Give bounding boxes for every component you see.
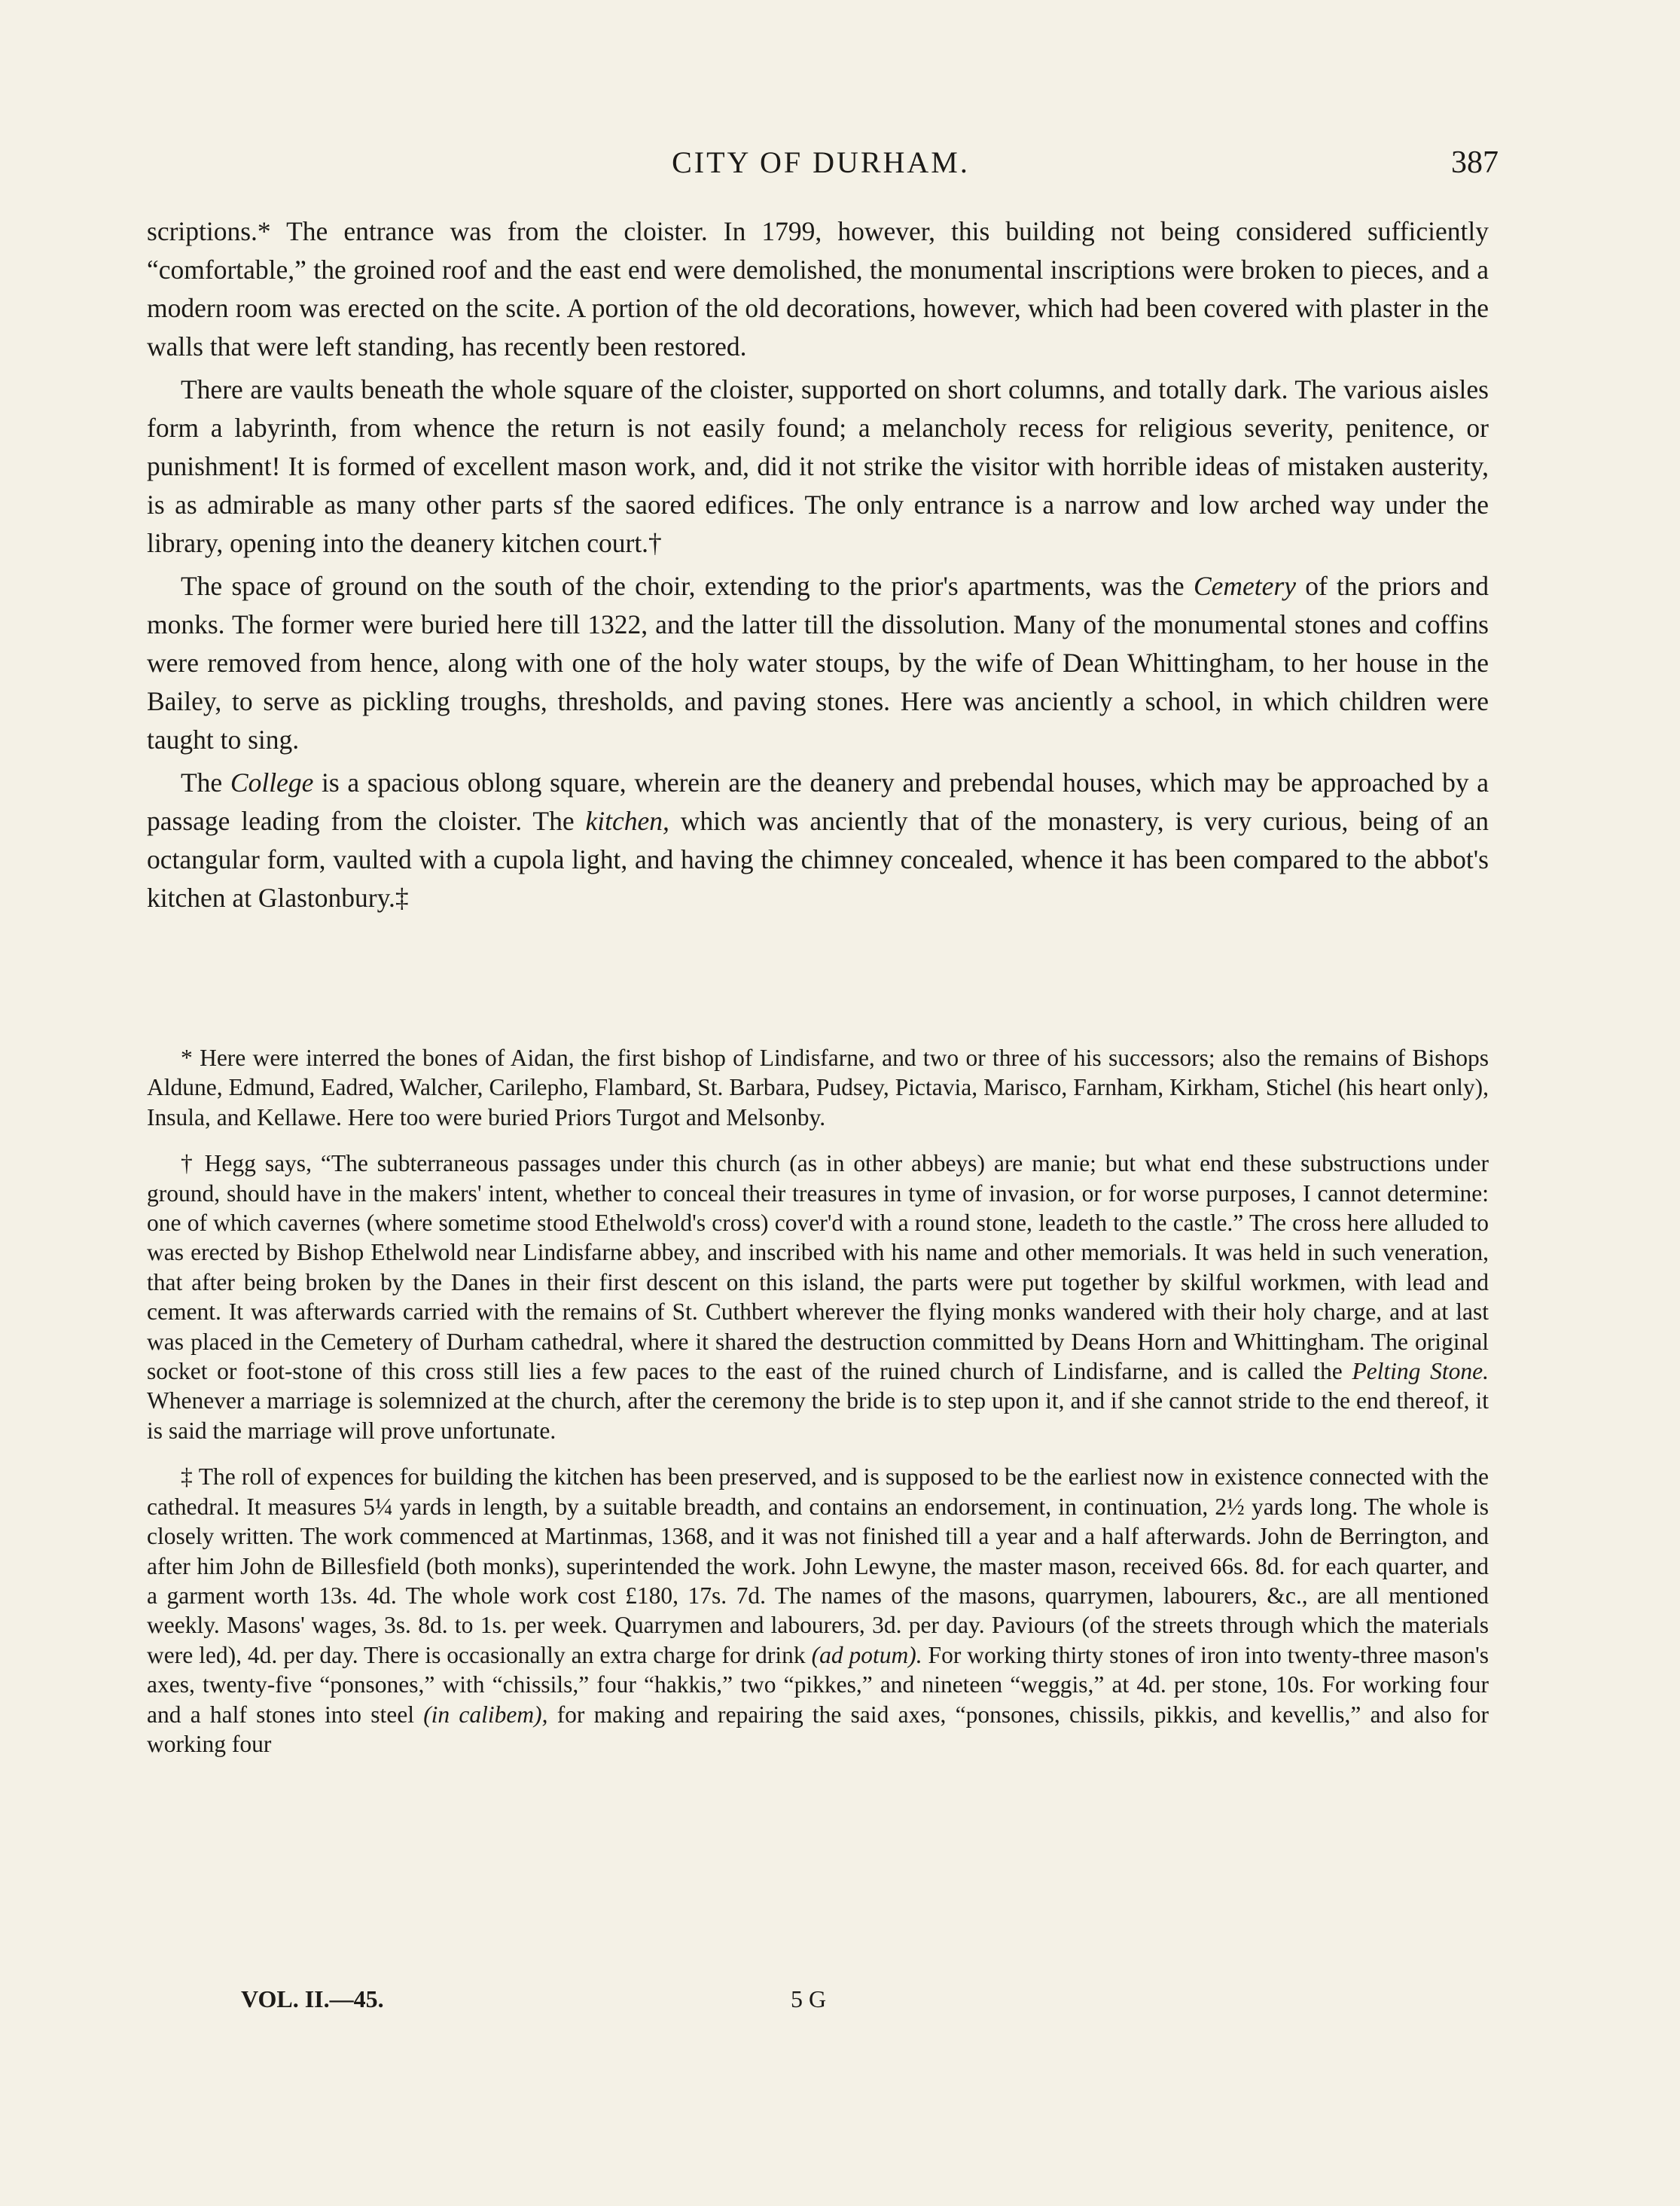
signature-mark: 5 G — [791, 1985, 827, 2012]
paragraph: scriptions.* The entrance was from the cloister. In 1799, however, this building not being considered sufficiently “comfortable,” the groined roof and the east end were demolished, the monumental inscriptions were broken to pieces, and a modern room was erected on the scite. A portion of the old decorations, however, which had been covered with plaster in the walls that were left standing, has recently been restored. — [147, 216, 1489, 362]
italic-term: (in calibem), — [423, 1701, 548, 1728]
main-text — [147, 212, 1489, 922]
paragraph: The space of ground on the south of the choir, extending to the prior's apartments, was the Cemetery of the priors and monks. The former were buried here till 1322, and the latter till the dissolution. Many of the monumental stones and coffins were removed from hence, along with one of the holy water stoups, by the wife of Dean Whittingham, to her house in the Bailey, to serve as pickling troughs, thresholds, and paving stones. Here was anciently a school, in which children were taught to sing. — [147, 571, 1489, 755]
volume-mark: VOL. II.—45. — [241, 1985, 384, 2012]
running-title: CITY OF DURHAM. — [672, 145, 970, 179]
paragraph: There are vaults beneath the whole square of the cloister, supported on short columns, and totally dark. The various aisles form a labyrinth, from whence the return is not easily found; a melancholy recess for religious severity, penitence, or punishment! It is formed of excellent mason work, and, did it not strike the visitor with horrible ideas of mistaken austerity, is as admirable as many other parts sf the saored edifices. The only entrance is a narrow and low arched way under the library, opening into the deanery kitchen court.† — [147, 374, 1489, 558]
italic-term: College — [230, 767, 314, 798]
footnote: † Hegg says, “The subterraneous passages under this church (as in other abbeys) are manie; but what end these substructions under ground, should have in the makers' intent, whether to conceal their treasures in tyme of invasion, or for worse purposes, I cannot determine: one of which cavernes (where sometime stood Ethelwold's cross) cover'd with a round stone, leadeth to the castle.” The cross here alluded to was erected by Bishop Ethelwold near Lindisfarne abbey, and inscribed with his name and other memorials. It was held in such veneration, that after being broken by the Danes in their first descent on this island, the parts were put together by skilful workmen, with lead and cement. It was afterwards carried with the remains of St. Cuthbert wherever the flying monks wandered with their holy charge, and at last was placed in the Cemetery of Durham cathedral, where it shared the destruction committed by Deans Horn and Whittingham. The original socket or foot-stone of this cross still lies a few paces to the east of the ruined church of Lindisfarne, and is called the Pelting Stone. Whenever a marriage is solemnized at the church, after the ceremony the bride is to step upon it, and if she cannot stride to the end thereof, it is said the marriage will prove unfortunate. — [147, 1150, 1489, 1444]
italic-term: Cemetery — [1193, 571, 1296, 601]
footnote: ‡ The roll of expences for building the kitchen has been preserved, and is supposed to be the earliest now in existence connected with the cathedral. It measures 5¼ yards in length, by a suitable breadth, and contains an endorsement, in continuation, 2½ yards long. The whole is closely written. The work commenced at Martinmas, 1368, and it was not finished till a year and a half afterwards. John de Berrington, and after him John de Billesfield (both monks), superintended the work. John Lewyne, the master mason, received 66s. 8d. for each quarter, and a garment worth 13s. 4d. The whole work cost £180, 17s. 7d. The names of the masons, quarrymen, labourers, &c., are all mentioned weekly. Masons' wages, 3s. 8d. to 1s. per week. Quarrymen and labourers, 3d. per day. Paviours (of the streets through which the materials were led), 4d. per day. There is occasionally an extra charge for drink (ad potum). For working thirty stones of iron into twenty-three mason's axes, twenty-five “ponsones,” with “chissils,” four “hakkis,” two “pikkes,” and nineteen “weggis,” at 4d. per stone, 10s. For working four and a half stones into steel (in calibem), for making and repairing the said axes, “ponsones, chissils, pikkis, and kevellis,” and also for working four — [147, 1463, 1489, 1757]
paragraph: The College is a spacious oblong square, wherein are the deanery and prebendal houses, which may be approached by a passage leading from the cloister. The kitchen, which was anciently that of the monastery, is very curious, being of an octangular form, vaulted with a cupola light, and having the chimney concealed, whence it has been compared to the abbot's kitchen at Glastonbury.‡ — [147, 767, 1489, 913]
italic-term: kitchen, — [585, 806, 669, 836]
footnote: * Here were interred the bones of Aidan, the first bishop of Lindisfarne, and two or three of his successors; also the remains of Bishops Aldune, Edmund, Eadred, Walcher, Carilepho, Flambard, St. Barbara, Pudsey, Pictavia, Marisco, Farnham, Kirkham, Stichel (his heart only), Insula, and Kellawe. Here too were buried Priors Turgot and Melsonby. — [147, 1045, 1489, 1130]
footnotes — [147, 1043, 1489, 1775]
page-footer — [241, 1985, 1521, 2023]
italic-term: Pelting Stone. — [1352, 1358, 1489, 1385]
page-number: 387 — [1451, 145, 1499, 180]
page-header — [143, 145, 1499, 190]
italic-term: (ad potum). — [811, 1641, 922, 1668]
